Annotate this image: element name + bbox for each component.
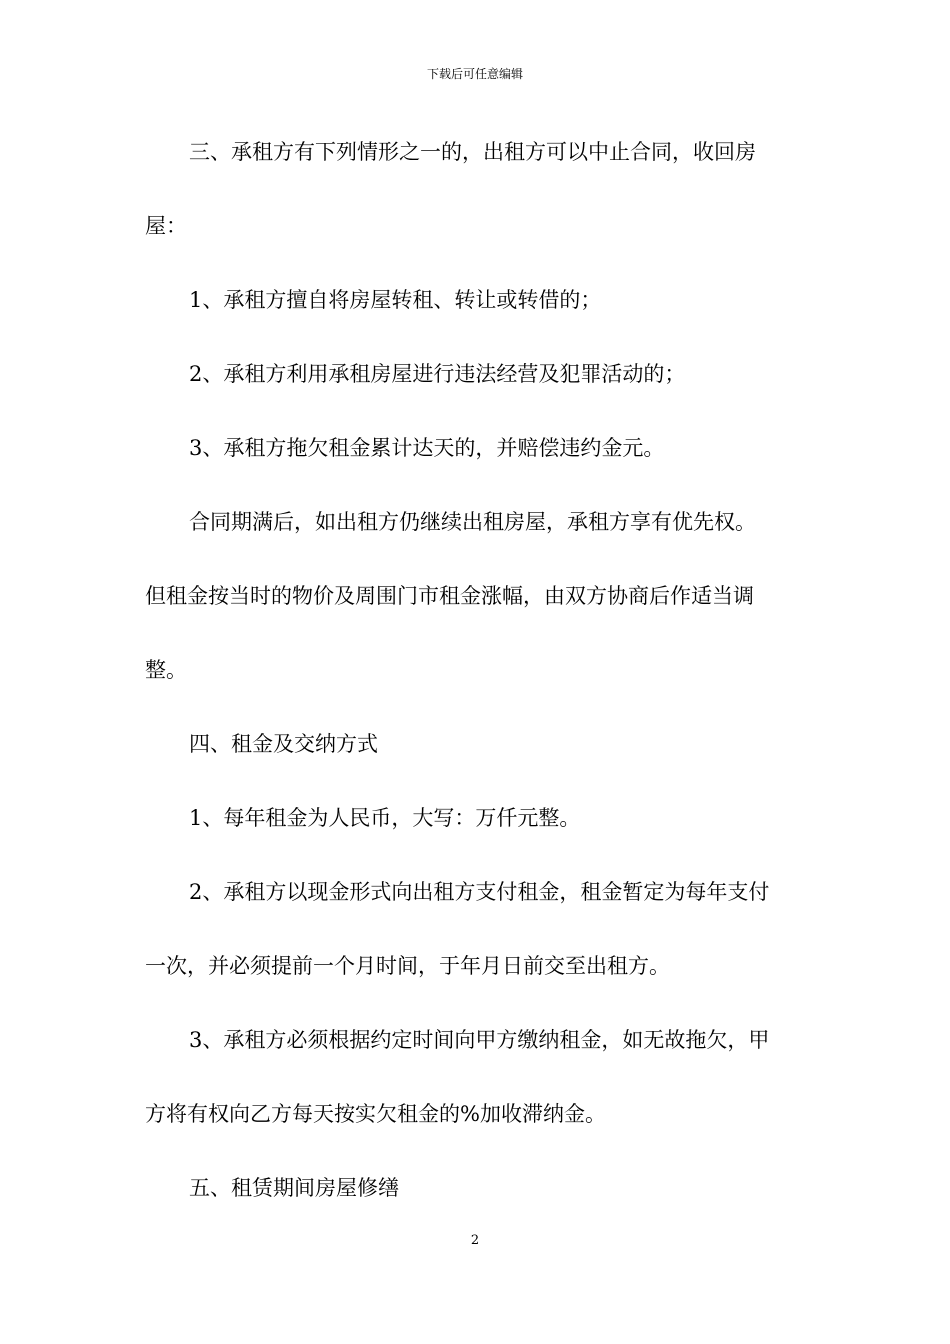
clause-four-item-3: 3、承租方必须根据约定时间向甲方缴纳租金，如无故拖欠，甲 (189, 1028, 770, 1052)
clause-four-item-2-cont: 一次，并必须提前一个月时间，于年月日前交至出租方。 (145, 954, 670, 978)
clause-three-item-3: 3、承租方拖欠租金累计达天的，并赔偿违约金元。 (189, 436, 665, 460)
clause-four-item-3-cont: 方将有权向乙方每天按实欠租金的%加收滞纳金。 (145, 1102, 606, 1126)
clause-three-item-2: 2、承租方利用承租房屋进行违法经营及犯罪活动的； (189, 362, 686, 386)
clause-four-heading: 四、租金及交纳方式 (189, 732, 378, 756)
clause-three-item-1: 1、承租方擅自将房屋转租、转让或转借的； (189, 288, 602, 312)
clause-three-heading: 三、承租方有下列情形之一的，出租方可以中止合同，收回房 (189, 140, 756, 164)
page-header-note: 下载后可任意编辑 (426, 67, 523, 81)
clause-three-heading-cont: 屋： (145, 214, 187, 238)
renewal-paragraph-end: 整。 (145, 658, 187, 682)
clause-four-item-2: 2、承租方以现金形式向出租方支付租金，租金暂定为每年支付 (189, 880, 770, 904)
clause-four-item-1: 1、每年租金为人民币，大写：万仟元整。 (189, 806, 581, 830)
renewal-paragraph: 合同期满后，如出租方仍继续出租房屋，承租方享有优先权。 (189, 510, 756, 534)
page-number: 2 (470, 1233, 480, 1248)
clause-five-heading: 五、租赁期间房屋修缮 (189, 1176, 399, 1200)
renewal-paragraph-cont: 但租金按当时的物价及周围门市租金涨幅，由双方协商后作适当调 (145, 584, 754, 608)
